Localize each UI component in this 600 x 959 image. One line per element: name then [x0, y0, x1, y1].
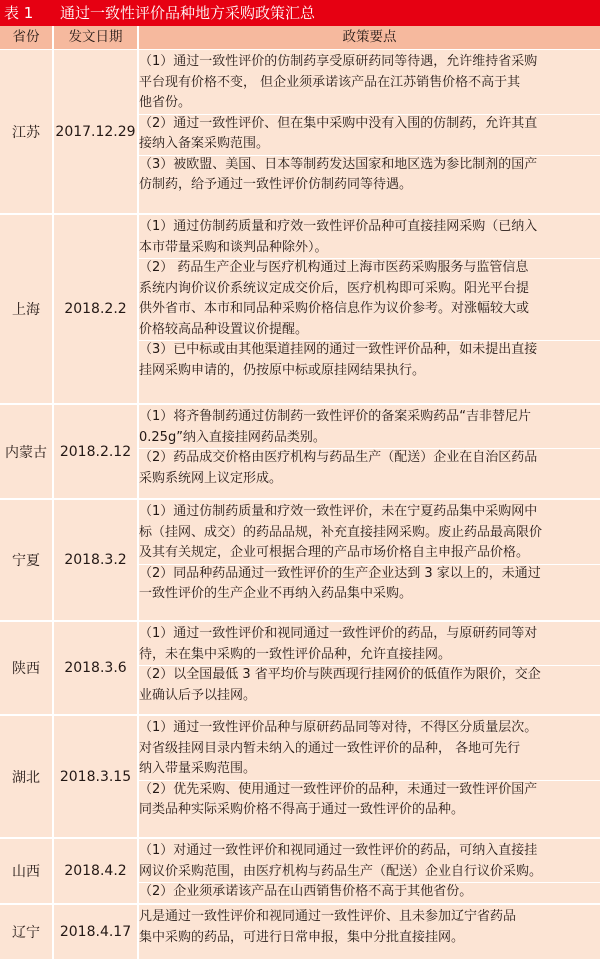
table-row: [0, 714, 600, 837]
policy-line: 业确认后予以挂网。: [139, 687, 257, 703]
policy-line: 价格较高品种设置议价提醒。: [139, 321, 309, 337]
policy-line: 待，未在集中采购的一致性评价品种，允许直接挂网。: [139, 646, 452, 662]
policy-line: 0.25g”纳入直接挂网药品类别。: [139, 429, 326, 445]
policy-line: 集中采购的药品，可进行日常申报，集中分批直接挂网。: [139, 929, 465, 945]
table-row: [0, 498, 600, 620]
policy-line: 标（挂网、成交）的药品品规，补充直接挂网采购。废止药品最高限价: [139, 524, 543, 540]
header-date: 发文日期: [68, 29, 123, 45]
cell-province: 宁夏: [12, 553, 40, 569]
policy-line: （2）以全国最低 3 省平均价与陕西现行挂网价的低值作为限价，交企: [139, 667, 541, 682]
header-policy: 政策要点: [342, 29, 397, 45]
policy-line: （3）已中标或由其他渠道挂网的通过一致性评价品种，如未提出直接: [139, 342, 538, 357]
column-divider: [52, 26, 54, 959]
cell-date: 2018.4.2: [64, 863, 127, 879]
policy-line: 采购系统网上议定形成。: [139, 470, 283, 486]
table-row: [0, 50, 600, 213]
table-row: [0, 620, 600, 714]
policy-line: （1）通过仿制药质量和疗效一致性评价品种可直接挂网采购（已纳入: [139, 219, 538, 234]
policy-line: 仿制药，给予通过一致性评价仿制药同等待遇。: [139, 177, 413, 192]
policy-line: 同类品种实际采购价格不得高于通过一致性评价的品种。: [139, 802, 465, 817]
table-row: [0, 837, 600, 903]
policy-line: （1）将齐鲁制药通过仿制药一致性评价的备案采购药品“吉非替尼片: [139, 409, 532, 424]
policy-line: （1）通过仿制药质量和疗效一致性评价，未在宁夏药品集中采购网中: [139, 504, 538, 519]
policy-line: （3）被欧盟、美国、日本等制药发达国家和地区选为参比制剂的国产: [139, 156, 538, 172]
policy-line: （2）优先采购、使用通过一致性评价的品种，未通过一致性评价国产: [139, 781, 538, 797]
cell-province: 江苏: [12, 124, 40, 141]
policy-line: （1）通过一致性评价品种与原研药品同等对待，不得区分质量层次。: [139, 720, 538, 735]
policy-line: 挂网采购申请的，仍按原中标或原挂网结果执行。: [139, 362, 426, 378]
policy-line: 系统内询价议价系统议定成交价后，医疗机构即可采购。阳光平台提: [139, 280, 530, 296]
policy-line: （1）通过一致性评价和视同通过一致性评价的药品，与原研药同等对: [139, 626, 538, 641]
policy-line: 本市带量采购和谈判品种除外）。: [139, 239, 328, 255]
table-row: [0, 903, 600, 959]
policy-line: （2）企业须承诺该产品在山西销售价格不高于其他省份。: [139, 884, 473, 899]
policy-line: （2）通过一致性评价、但在集中采购中没有入围的仿制药，允许其直: [139, 115, 538, 131]
cell-date: 2017.12.29: [55, 123, 136, 140]
cell-province: 内蒙古: [5, 444, 47, 461]
column-divider: [137, 26, 139, 959]
policy-line: （2）药品成交价格由医疗机构与药品生产（配送）企业在自治区药品: [139, 450, 538, 465]
policy-line: 平台现有价格不变， 但企业须承诺该产品在江苏销售价格不高于其: [139, 74, 521, 90]
policy-line: 凡是通过一致性评价和视同通过一致性评价、且未参加辽宁省药品: [139, 909, 517, 924]
table-title-bar: [0, 0, 600, 26]
policy-line: 接纳入备案采购范围。: [139, 136, 270, 151]
table-header: [0, 26, 600, 50]
cell-date: 2018.2.2: [64, 301, 127, 317]
cell-date: 2018.2.12: [59, 443, 132, 460]
policy-line: （1）通过一致性评价的仿制药享受原研药同等待遇，允许维持省采购: [139, 54, 538, 69]
cell-province: 上海: [12, 302, 40, 318]
cell-date: 2018.3.2: [64, 552, 127, 568]
policy-line: 他省份。: [139, 95, 192, 110]
policy-line: （1）对通过一致性评价和视同通过一致性评价的药品，可纳入直接挂: [139, 843, 538, 858]
header-province: 省份: [12, 29, 40, 45]
cell-date: 2018.3.15: [59, 768, 132, 785]
policy-line: 及其有关规定，企业可根据合理的产品市场价格自主申报产品价格。: [139, 545, 530, 560]
cell-date: 2018.3.6: [64, 660, 127, 676]
policy-line: 网议价采购范围，由医疗机构与药品生产（配送）企业自行议价采购。: [139, 863, 543, 879]
table-number: 表 1: [4, 4, 34, 22]
cell-date: 2018.4.17: [59, 924, 132, 940]
policy-line: 供外省市、本市和同品种采购价格信息作为议价参考。对涨幅较大或: [139, 301, 530, 316]
table-row: [0, 213, 600, 403]
policy-line: 对省级挂网目录内暂未纳入的通过一致性评价的品种， 各地可先行: [139, 740, 521, 756]
policy-line: （2）同品种药品通过一致性评价的生产企业达到 3 家以上的，未通过: [139, 565, 541, 581]
cell-province: 辽宁: [12, 925, 40, 941]
cell-province: 陕西: [12, 661, 40, 677]
table-title: 通过一致性评价品种地方采购政策汇总: [60, 4, 316, 22]
policy-line: 一致性评价的生产企业不再纳入药品集中采购。: [139, 586, 413, 601]
cell-province: 湖北: [12, 769, 40, 786]
cell-province: 山西: [12, 864, 40, 880]
table-row: [0, 403, 600, 498]
policy-line: （2） 药品生产企业与医疗机构通过上海市医药采购服务与监管信息: [139, 260, 529, 275]
policy-line: 纳入带量采购范围。: [139, 761, 257, 776]
